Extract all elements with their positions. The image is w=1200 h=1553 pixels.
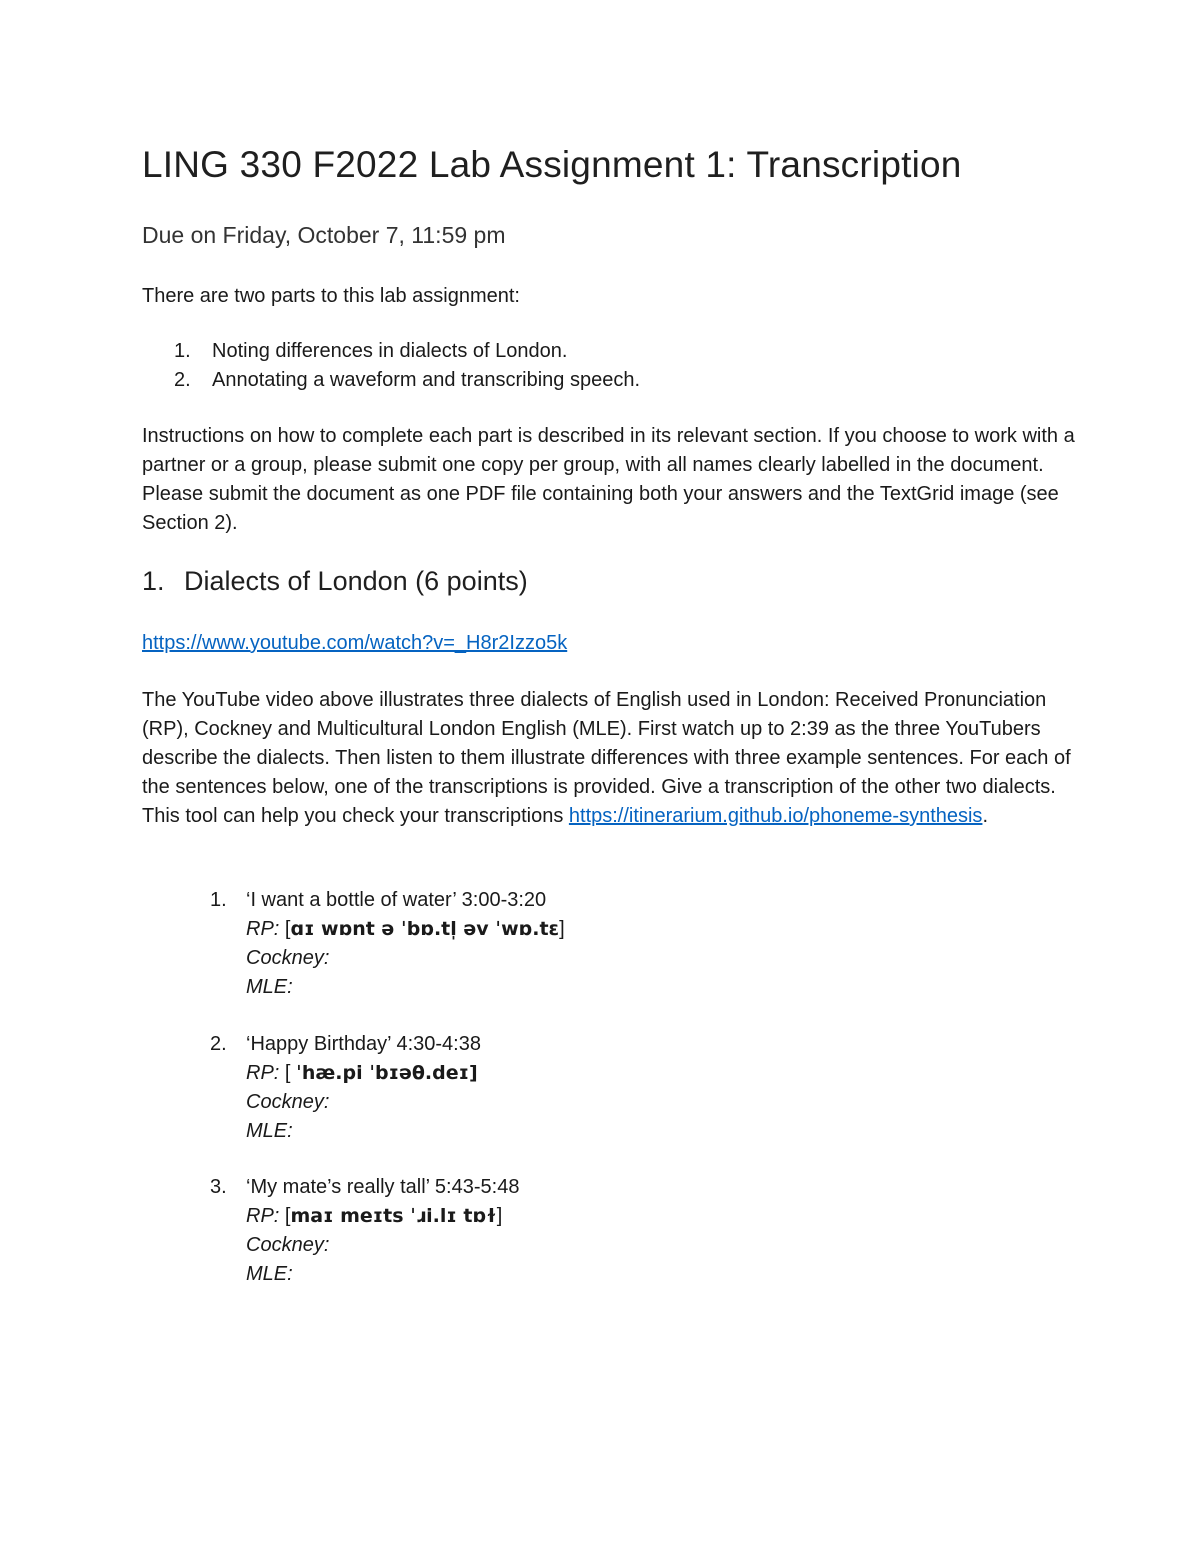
video-description: [142, 686, 1077, 831]
document-title: LING 330 F2022 Lab Assignment 1: Transcription: [142, 144, 962, 185]
cockney-label: Cockney:: [246, 947, 330, 969]
list-text: Annotating a waveform and transcribing speech.: [212, 369, 641, 391]
sentence-text: ‘Happy Birthday’ 4:30-4:38: [246, 1033, 481, 1055]
description-suffix: .: [982, 805, 988, 827]
cockney-label: Cockney:: [246, 1234, 330, 1256]
rp-close: ]: [559, 918, 565, 940]
mle-label: MLE:: [246, 1263, 293, 1285]
cockney-line: [246, 1088, 481, 1117]
youtube-link[interactable]: https://www.youtube.com/watch?v=_H8r2Izzo5k: [142, 632, 568, 654]
due-date: Due on Friday, October 7, 11:59 pm: [142, 222, 506, 248]
sentence-text: ‘I want a bottle of water’ 3:00-3:20: [246, 889, 547, 911]
rp-transcription: ɑɪ wɒnt ə ˈbɒ.tl̩ əv ˈwɒ.tɛ: [290, 918, 560, 940]
mle-line: [246, 973, 565, 1002]
list-item: [142, 366, 640, 395]
item-number: 3.: [210, 1176, 227, 1198]
mle-line: [246, 1260, 519, 1289]
sentence-item: [210, 886, 565, 1002]
sentence-item: [210, 1173, 519, 1289]
mle-label: MLE:: [246, 1120, 293, 1142]
rp-open: [: [279, 1205, 291, 1227]
list-text: Noting differences in dialects of London.: [212, 340, 568, 362]
rp-open: [: [279, 1062, 297, 1084]
rp-line: [246, 915, 565, 944]
list-number: 2.: [174, 369, 191, 391]
rp-open: [: [279, 918, 291, 940]
rp-transcription: ˈhæ.pi ˈbɪəθ.deɪ]: [296, 1062, 478, 1084]
description-text: The YouTube video above illustrates three dialects of English used in London: Received Pronunciation (RP), Cockney and Multicultural London English (MLE). First watch up to 2:39 as the three YouTubers describe the dialects. Then listen to them illustrate differences with three example sentences. For each of the sentences below, one of the transcriptions is provided. Give a transcription of the other two dialects. This tool can help you check your transcriptions: [142, 689, 1071, 827]
mle-label: MLE:: [246, 976, 293, 998]
intro-paragraph: There are two parts to this lab assignment:: [142, 285, 520, 307]
section-heading: [142, 566, 528, 597]
sentence-item: [210, 1030, 481, 1146]
cockney-line: [246, 1231, 519, 1260]
sentence-text: ‘My mate’s really tall’ 5:43-5:48: [246, 1176, 520, 1198]
rp-line: [246, 1059, 481, 1088]
list-item: [142, 337, 640, 366]
tool-link[interactable]: https://itinerarium.github.io/phoneme-synthesis: [568, 805, 983, 827]
cockney-line: [246, 944, 565, 973]
section-title: Dialects of London (6 points): [184, 566, 528, 596]
list-number: 1.: [174, 340, 191, 362]
instructions-paragraph: Instructions on how to complete each part is described in its relevant section. If you choose to work with a partner or a group, please submit one copy per group, with all names clearly labelled in the document. Please submit the document as one PDF file containing both your answers and the TextGrid image (see Section 2).: [142, 425, 1075, 534]
section-number: 1.: [142, 566, 165, 596]
item-number: 1.: [210, 889, 227, 911]
rp-line: [246, 1202, 519, 1231]
rp-close: ]: [496, 1205, 503, 1227]
mle-line: [246, 1117, 481, 1146]
rp-label: RP:: [246, 918, 280, 940]
rp-transcription: maɪ meɪts ˈɹi.lɪ tɒɫ: [290, 1205, 497, 1227]
item-number: 2.: [210, 1033, 227, 1055]
rp-label: RP:: [246, 1062, 280, 1084]
rp-label: RP:: [246, 1205, 280, 1227]
parts-list: [142, 337, 640, 395]
cockney-label: Cockney:: [246, 1091, 330, 1113]
